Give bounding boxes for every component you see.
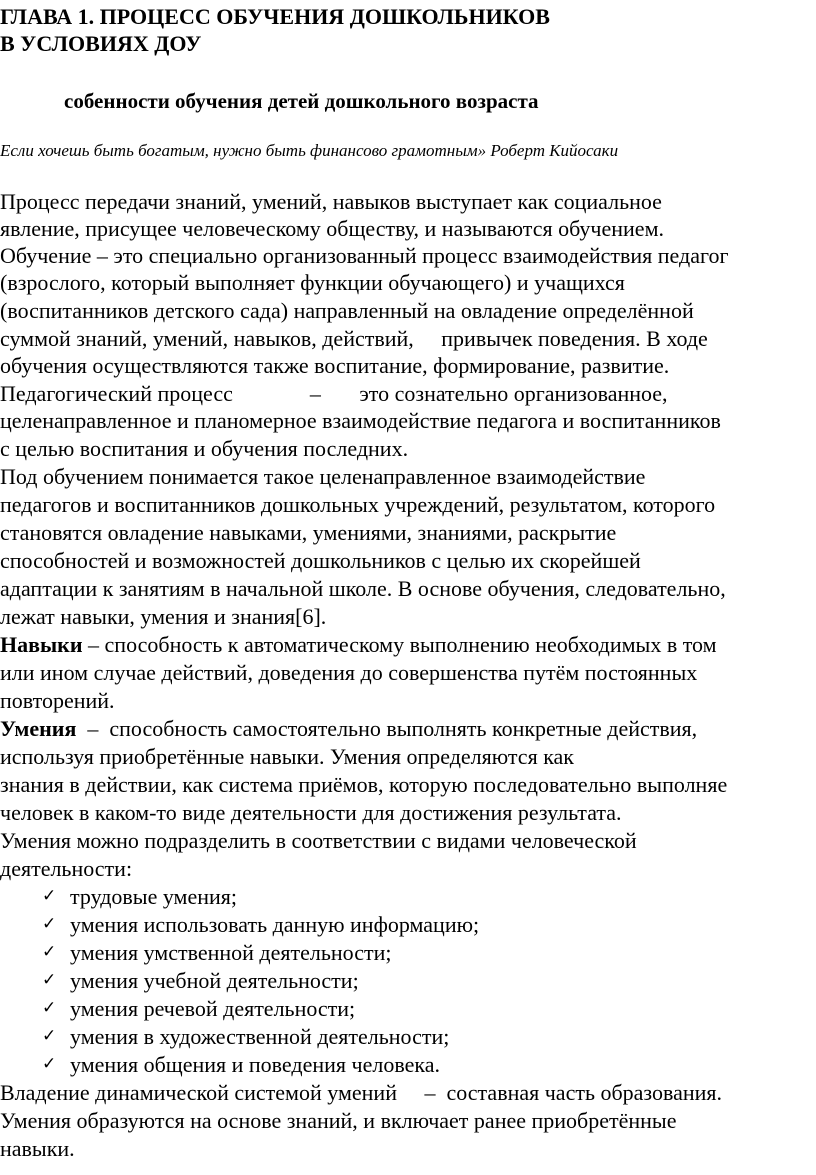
list-item: умения использовать данную информацию; <box>70 912 480 937</box>
list-item: умения в художественной деятельности; <box>70 1024 450 1049</box>
text-line: человек в каком-то виде деятельности для достижения результата. <box>0 800 622 825</box>
list-item: умения учебной деятельности; <box>70 968 359 993</box>
text-line: явление, присущее человеческому обществу, и называются обучением. <box>0 216 664 241</box>
text-line: педагогов и воспитанников дошкольных учреждений, результатом, которого <box>0 492 716 517</box>
text-line: с целью воспитания и обучения последних. <box>0 436 409 461</box>
text-line: становятся овладение навыками, умениями, знаниями, раскрытие <box>0 520 617 545</box>
check-icon: ✓ <box>42 970 57 990</box>
text-line: повторений. <box>0 688 115 713</box>
text-line: Процесс передачи знаний, умений, навыков выступает как социальное <box>0 189 662 214</box>
term-abilities: Умения <box>0 716 77 741</box>
check-icon: ✓ <box>42 998 57 1018</box>
definition-abilities <box>0 716 697 742</box>
text-line: Под обучением понимается такое целенаправленное взаимодействие <box>0 464 646 489</box>
text-line: Умения можно подразделить в соответствии с видами человеческой <box>0 828 637 853</box>
text-line: знания в действии, как система приёмов, которую последовательно выполняе <box>0 772 728 797</box>
text-line: адаптации к занятиям в начальной школе. В основе обучения, следовательно, <box>0 576 726 601</box>
check-icon: ✓ <box>42 942 57 962</box>
check-icon: ✓ <box>42 886 57 906</box>
definition-text: – способность к автоматическому выполнению необходимых в том <box>82 632 717 657</box>
check-icon: ✓ <box>42 1026 57 1046</box>
check-icon: ✓ <box>42 1054 57 1074</box>
chapter-title-line-1: ГЛАВА 1. ПРОЦЕСС ОБУЧЕНИЯ ДОШКОЛЬНИКОВ <box>0 4 550 29</box>
text-line: суммой знаний, умений, навыков, действий, привычек поведения. В ходе <box>0 326 708 351</box>
list-item: трудовые умения; <box>70 884 238 909</box>
list-item: умения речевой деятельности; <box>70 996 356 1021</box>
check-icon: ✓ <box>42 914 57 934</box>
definition-text: – способность самостоятельно выполнять конкретные действия, <box>76 716 698 741</box>
text-line: деятельности: <box>0 856 133 881</box>
text-line: Владение динамической системой умений – составная часть образования. <box>0 1080 723 1105</box>
section-subtitle: собенности обучения детей дошкольного возраста <box>64 89 539 113</box>
list-item: умения общения и поведения человека. <box>70 1052 440 1077</box>
text-line: (взрослого, который выполняет функции обучающего) и учащихся <box>0 270 625 295</box>
text-line: лежат навыки, умения и знания[6]. <box>0 604 327 629</box>
list-item: умения умственной деятельности; <box>70 940 392 965</box>
text-line: или ином случае действий, доведения до совершенства путём постоянных <box>0 660 698 685</box>
text-line: используя приобретённые навыки. Умения определяются как <box>0 744 574 769</box>
text-line: обучения осуществляются также воспитание, формирование, развитие. <box>0 353 670 378</box>
text-line: целенаправленное и планомерное взаимодействие педагога и воспитанников <box>0 408 721 433</box>
text-line: Педагогический процесс – это сознательно организованное, <box>0 381 668 406</box>
text-line: Обучение – это специально организованный процесс взаимодействия педагог <box>0 243 729 268</box>
chapter-title-line-2: В УСЛОВИЯХ ДОУ <box>0 31 202 56</box>
term-skills: Навыки <box>0 632 83 657</box>
definition-skills <box>0 632 717 658</box>
text-line: Умения образуются на основе знаний, и включает ранее приобретённые <box>0 1108 677 1133</box>
text-line: навыки. <box>0 1136 75 1161</box>
text-line: способностей и возможностей дошкольников с целью их скорейшей <box>0 548 641 573</box>
text-line: (воспитанников детского сада) направленный на овладение определённой <box>0 298 694 323</box>
epigraph: Если хочешь быть богатым, нужно быть финансово грамотным» Роберт Кийосаки <box>0 141 619 160</box>
